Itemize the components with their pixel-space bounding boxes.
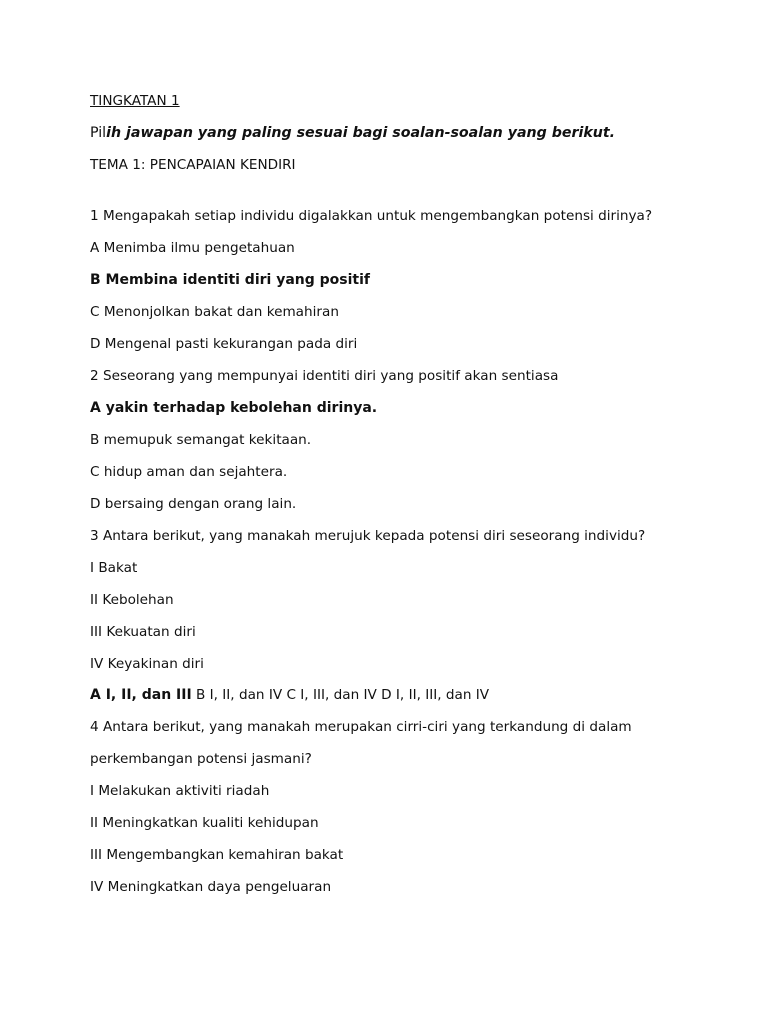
q1-question: 1 Mengapakah setiap individu digalakkan untuk mengembangkan potensi dirinya? — [90, 208, 653, 224]
q3-answer-others: B I, II, dan IV C I, III, dan IV D I, II, III, dan IV — [191, 687, 490, 703]
q4-item-3: III Mengembangkan kemahiran bakat — [90, 847, 344, 863]
q1-option-d: D Mengenal pasti kekurangan pada diri — [90, 336, 358, 352]
q4-question-line2: perkembangan potensi jasmani? — [90, 751, 312, 767]
q3-item-3: III Kekuatan diri — [90, 624, 196, 640]
q3-item-2: II Kebolehan — [90, 592, 174, 608]
q3-item-1: I Bakat — [90, 560, 138, 576]
q1-option-b: B Membina identiti diri yang positif — [90, 272, 370, 288]
q4-question-line1: 4 Antara berikut, yang manakah merupakan cirri-ciri yang terkandung di dalam — [90, 719, 632, 735]
q3-answer-a: A I, II, dan III — [90, 687, 192, 703]
q4-item-1: I Melakukan aktiviti riadah — [90, 783, 270, 799]
q2-question: 2 Seseorang yang mempunyai identiti diri yang positif akan sentiasa — [90, 368, 559, 384]
q3-item-4: IV Keyakinan diri — [90, 656, 204, 672]
instruction — [90, 124, 615, 142]
q2-option-d: D bersaing dengan orang lain. — [90, 496, 297, 512]
q4-item-2: II Meningkatkan kualiti kehidupan — [90, 815, 319, 831]
level-heading: TINGKATAN 1 — [90, 93, 180, 109]
q1-option-c: C Menonjolkan bakat dan kemahiran — [90, 304, 339, 320]
q2-option-a: A yakin terhadap kebolehan dirinya. — [90, 400, 378, 416]
q1-option-a: A Menimba ilmu pengetahuan — [90, 240, 295, 256]
document-page — [90, 0, 730, 1024]
q4-item-4: IV Meningkatkan daya pengeluaran — [90, 879, 332, 895]
instruction-rest: ih jawapan yang paling sesuai bagi soalan-soalan yang berikut. — [106, 125, 616, 141]
q2-option-c: C hidup aman dan sejahtera. — [90, 464, 288, 480]
instruction-prefix: Pil — [90, 125, 107, 141]
q2-option-b: B memupuk semangat kekitaan. — [90, 432, 312, 448]
theme-heading: TEMA 1: PENCAPAIAN KENDIRI — [90, 157, 296, 173]
q3-answers — [90, 686, 489, 704]
q3-question: 3 Antara berikut, yang manakah merujuk kepada potensi diri seseorang individu? — [90, 528, 646, 544]
